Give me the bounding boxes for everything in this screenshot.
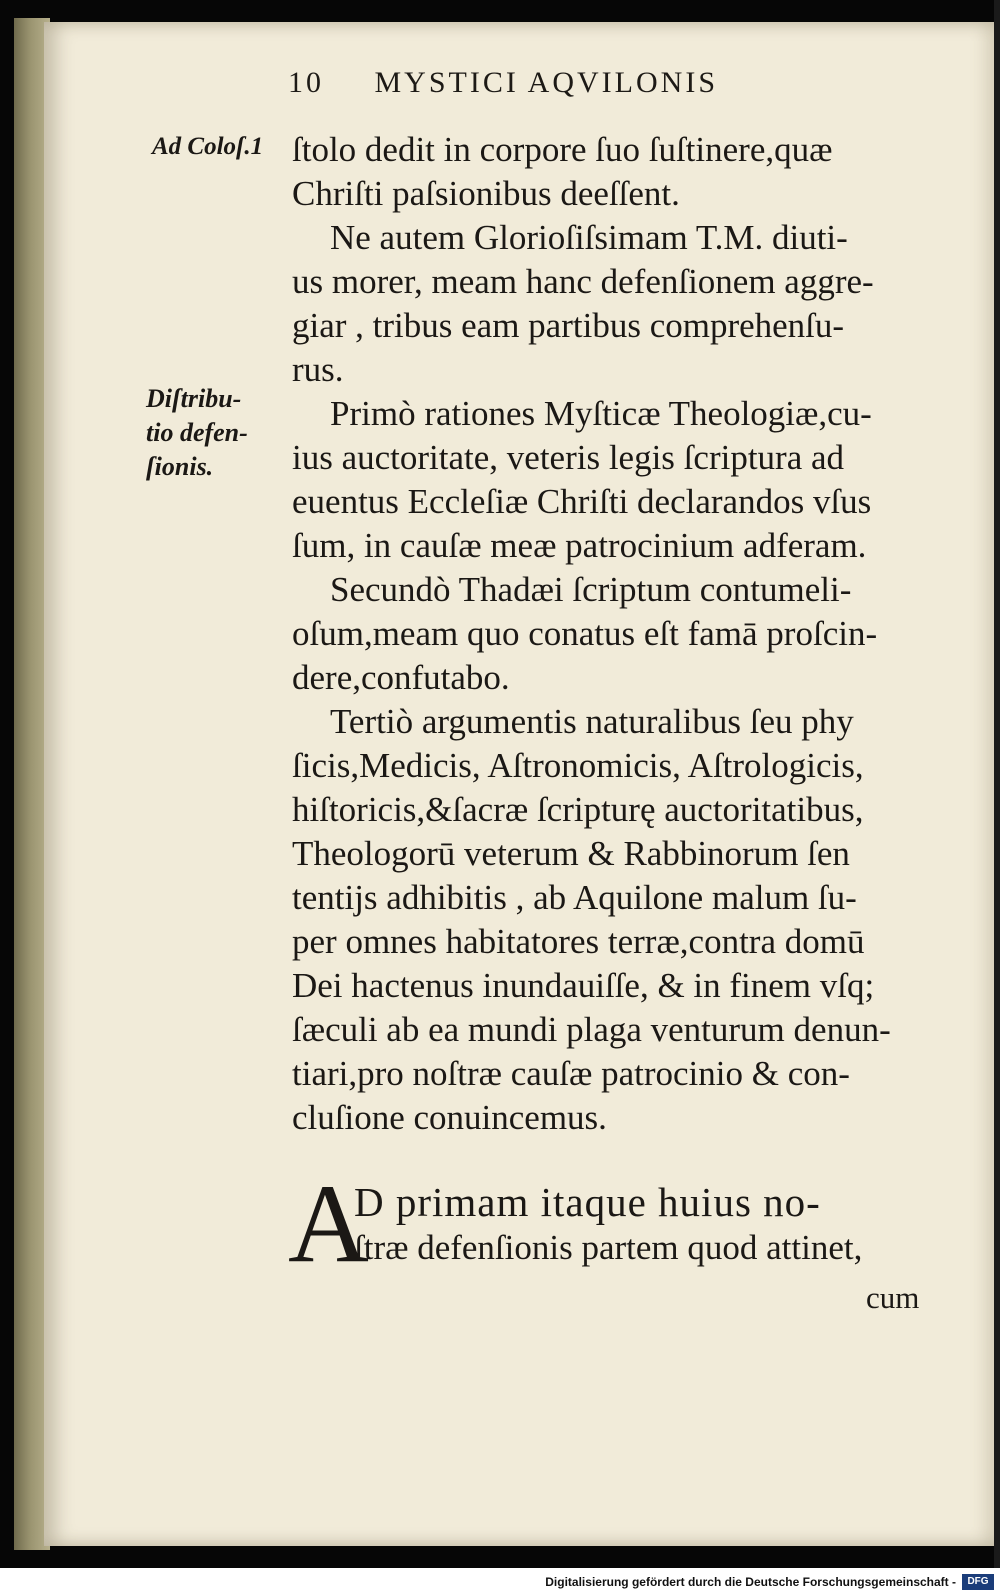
margin-note-distributio	[146, 382, 248, 484]
text-line: giar , tribus eam partibus comprehenſu-	[292, 306, 845, 345]
text-line: ſum, in cauſæ meæ patrocinium adferam.	[292, 526, 867, 565]
paragraph-5	[292, 700, 952, 1140]
text-line: ſicis,Medicis, Aſtronomicis, Aſtrologicis,	[292, 746, 864, 785]
funding-credit: Digitalisierung gefördert durch die Deutsche Forschungsgemeinschaft -	[545, 1575, 956, 1589]
catchword: cum	[866, 1280, 920, 1315]
scan-right-edge	[994, 0, 1000, 1568]
text-line: Dei hactenus inundauiſſe, & in finem vſq;	[292, 966, 875, 1005]
text-line: Secundò Thadæi ſcriptum contumeli-	[330, 570, 852, 609]
margin-note-line: tio defen-	[146, 418, 248, 447]
text-line: ſæculi ab ea mundi plaga venturum denun-	[292, 1010, 891, 1049]
margin-note-line: ſionis.	[146, 452, 214, 481]
text-line: oſum,meam quo conatus eſt famā proſcin-	[292, 614, 878, 653]
text-line: Ne autem Glorioſiſsimam T.M. diuti-	[330, 218, 848, 257]
margin-note-line: Diſtribu-	[146, 384, 242, 413]
text-line: euentus Eccleſiæ Chriſti declarandos vſus	[292, 482, 872, 521]
text-line: Theologorū veterum & Rabbinorum ſen	[292, 834, 850, 873]
text-line: Chriſti paſsionibus deeſſent.	[292, 174, 680, 213]
text-line: Tertiò argumentis naturalibus ſeu phy	[330, 702, 854, 741]
text-line: dere,confutabo.	[292, 658, 510, 697]
text-line: us morer, meam hanc defenſionem aggre-	[292, 262, 874, 301]
text-line: cluſione conuincemus.	[292, 1098, 607, 1137]
running-title: MYSTICI AQVILONIS	[374, 66, 718, 99]
text-line: tentijs adhibitis , ab Aquilone malum ſu-	[292, 878, 857, 917]
paragraph-4	[292, 568, 952, 700]
text-line: hiſtoricis,&ſacræ ſcripturę auctoritatibus,	[292, 790, 864, 829]
digitization-footer	[0, 1570, 1000, 1595]
text-line: per omnes habitatores terræ,contra domū	[292, 922, 865, 961]
running-head	[288, 66, 848, 100]
drop-cap: A	[288, 1162, 369, 1286]
text-line: rus.	[292, 350, 344, 389]
dfg-logo-icon: DFG	[962, 1574, 994, 1590]
text-line: tiari,pro noſtræ cauſæ patrocinio & con-	[292, 1054, 850, 1093]
section-second-line: ſtræ defenſionis partem quod attinet,	[354, 1228, 863, 1267]
text-line: ius auctoritate, veteris legis ſcriptura ad	[292, 438, 845, 477]
paragraph-3	[292, 392, 952, 568]
body-text	[292, 128, 952, 1140]
text-line: ſtolo dedit in corpore ſuo ſuſtinere,quæ	[292, 130, 833, 169]
paragraph-1	[292, 128, 952, 216]
margin-note-colossians: Ad Coloſ.1	[152, 133, 264, 160]
section-first-line: D primam itaque huius no-	[354, 1179, 821, 1225]
paragraph-2	[292, 216, 952, 392]
page-number: 10	[288, 66, 324, 99]
text-line: Primò rationes Myſticæ Theologiæ,cu-	[330, 394, 872, 433]
